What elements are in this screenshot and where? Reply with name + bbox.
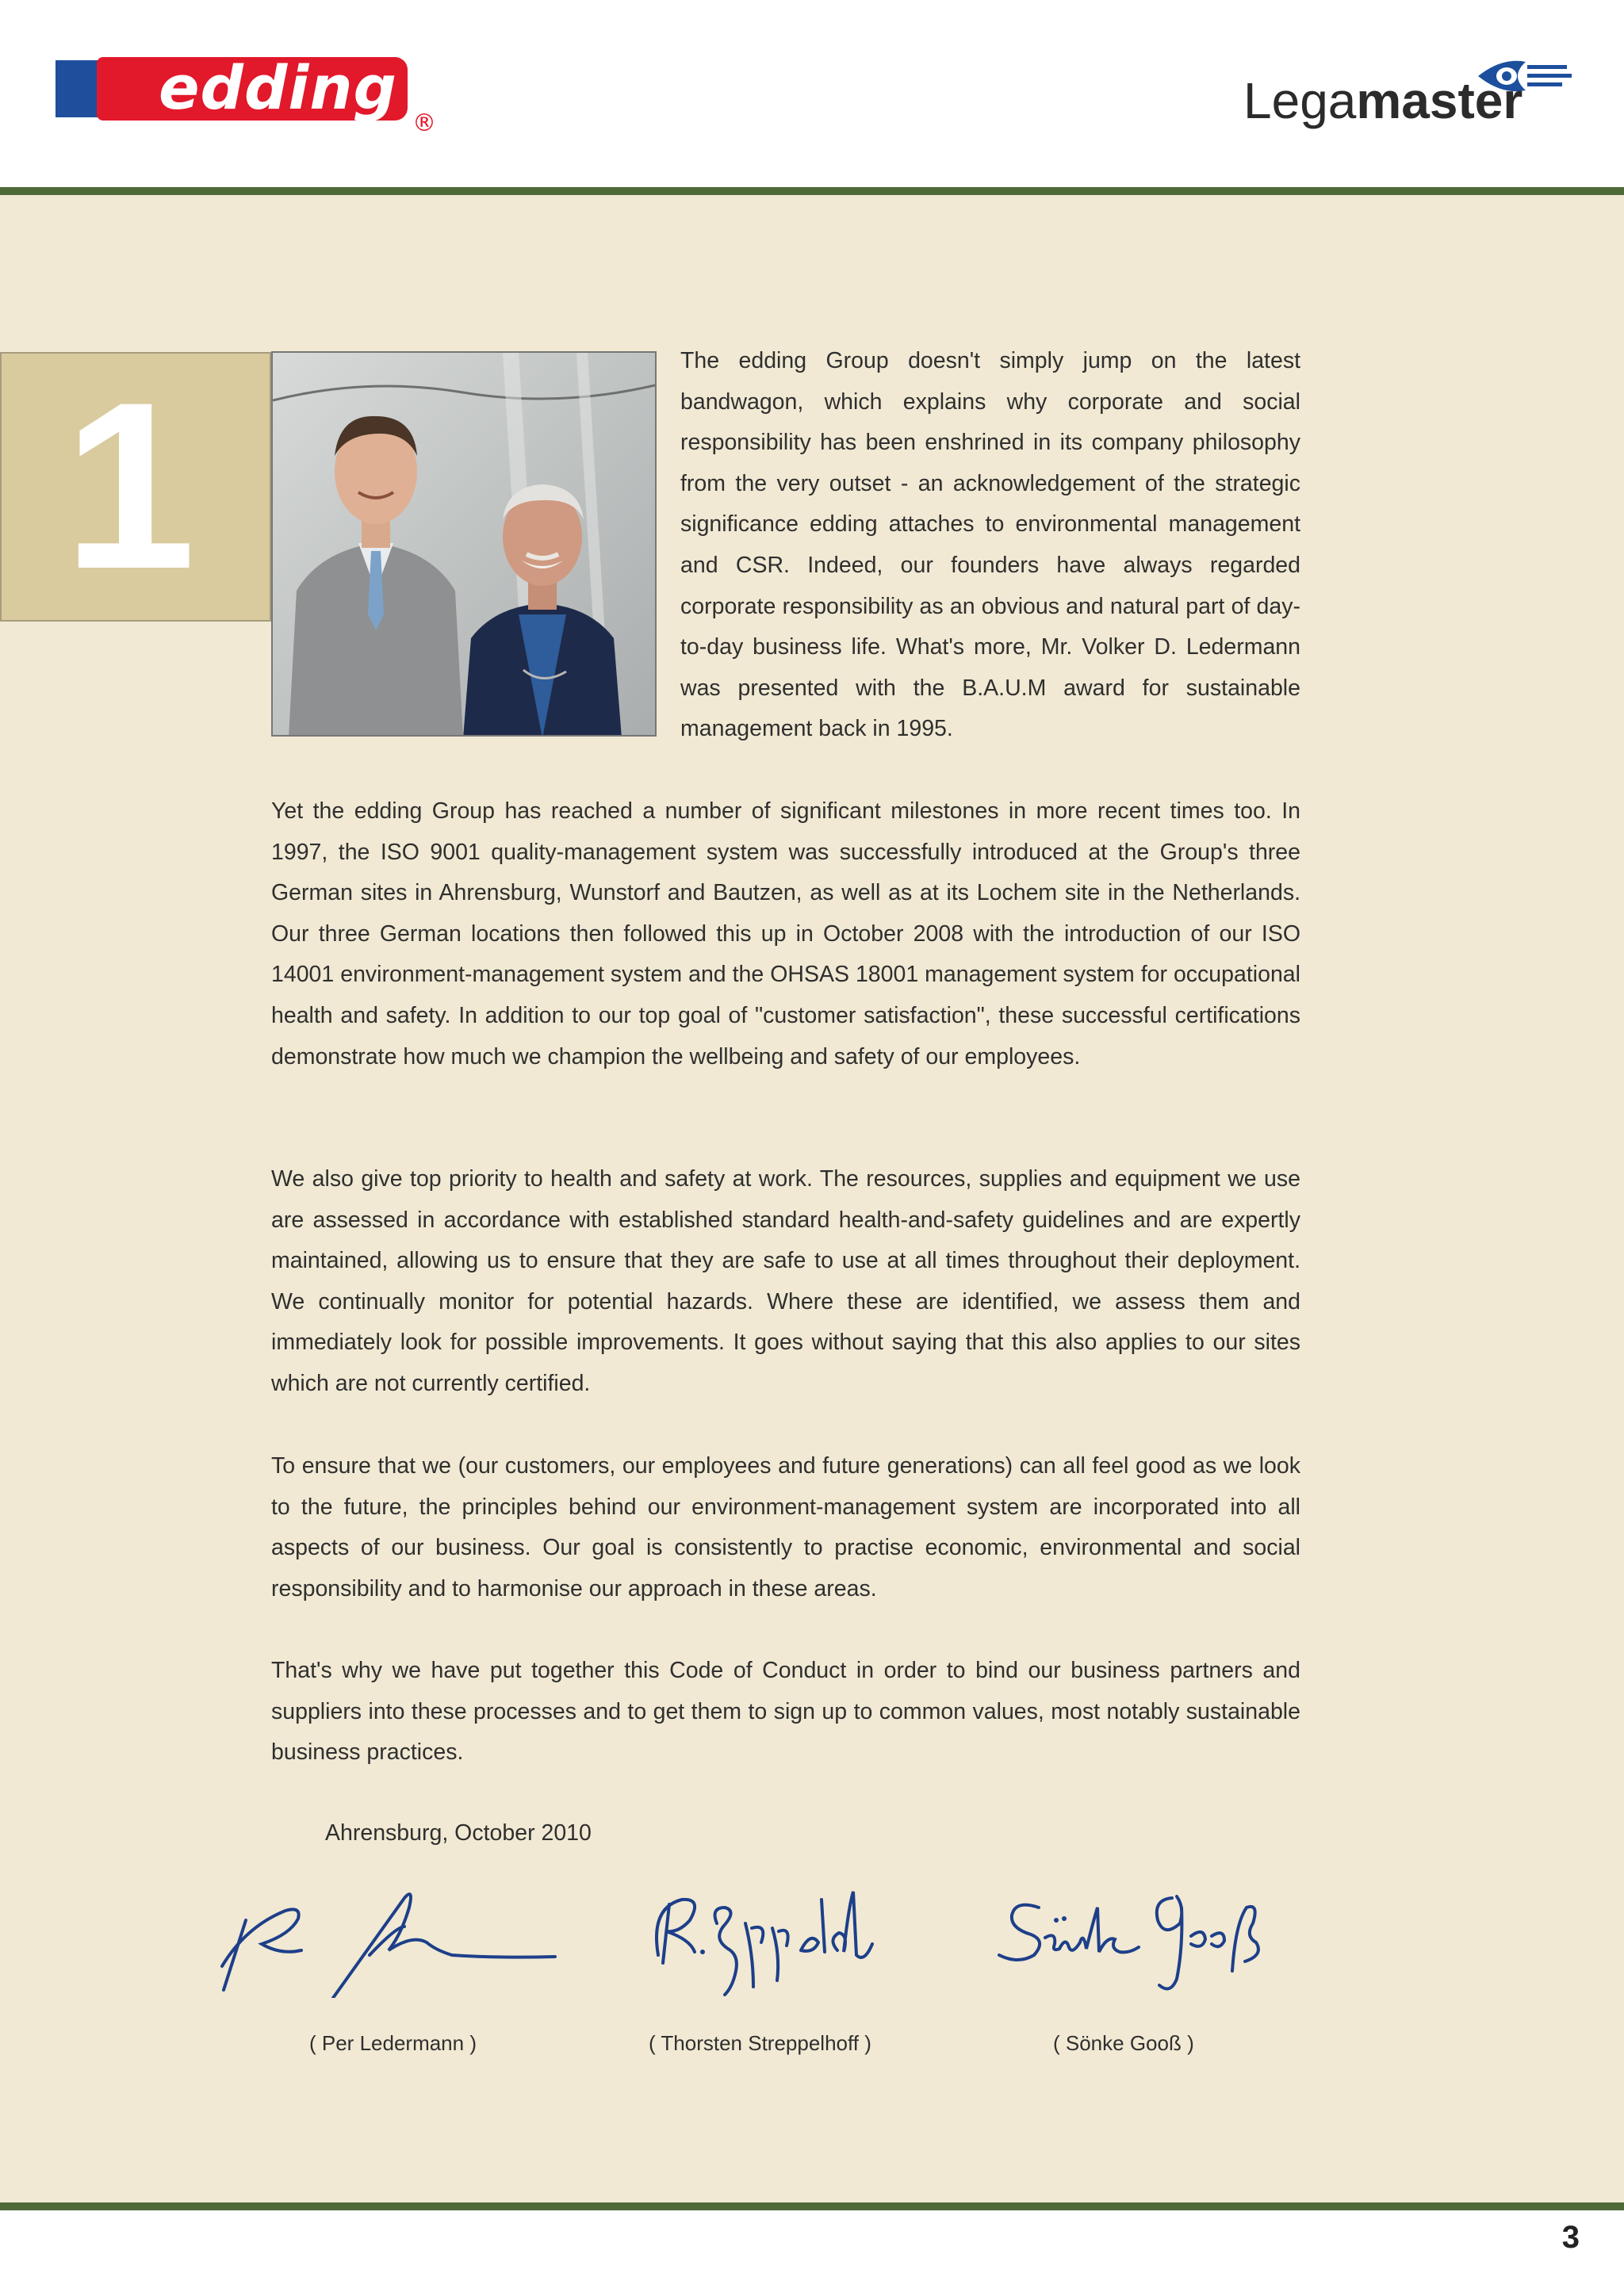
signatory-name: ( Thorsten Streppelhoff ) [649,2031,871,2055]
legamaster-wordmark [1243,71,1522,130]
signatory-name: ( Sönke Gooß ) [1053,2031,1194,2055]
edding-logo-text: edding [159,52,397,123]
page-header [0,0,1624,187]
signature-thorsten-streppelhoff [634,1876,888,2003]
page-footer [0,2210,1624,2296]
legamaster-logo [1243,54,1576,141]
place-and-date: Ahrensburg, October 2010 [325,1820,592,1846]
edding-logo [56,52,436,137]
page-number: 3 [1561,2220,1580,2255]
body-paragraph: To ensure that we (our customers, our employees and future generations) can all feel good as we look to the future, the principles behind our environment-management system are incorporated into all aspects of our business. Our goal is consistently to practise economic, environmental and social responsibility and to harmonise our approach in these areas. [271,1453,1300,1601]
intro-paragraph: The edding Group doesn't simply jump on the latest bandwagon, which explains why corporate and social responsibility has been enshrined in its company philosophy from the very outset - an acknowledgement of the strategic significance edding attaches to environmental management and CSR. Indeed, our founders have always regarded corporate responsibility as an obvious and natural part of day-to-day business life. What's more, Mr. Volker D. Ledermann was presented with the B.A.U.M award for sustainable management back in 1995. [680,348,1300,742]
legamaster-wordmark-prefix: Lega [1243,72,1357,129]
signatory-name: ( Per Ledermann ) [309,2031,477,2055]
edding-logo-blue-block [56,60,100,117]
edding-logo-red-block [97,52,408,123]
header-divider [0,187,1624,195]
founders-photo [271,351,657,737]
chapter-number: 1 [63,352,196,618]
registered-mark: ® [412,109,436,137]
body-paragraph: That's why we have put together this Code of Conduct in order to bind our business partners and suppliers into these processes and to get them to sign up to common values, most notably sustainable business practices. [271,1658,1300,1766]
legamaster-wordmark-suffix: master [1356,72,1523,129]
founders-photo-image [273,353,657,737]
signature-per-ledermann [214,1879,571,1998]
footer-divider [0,2202,1624,2210]
body-paragraph: We also give top priority to health and safety at work. The resources, supplies and equipment we use are assessed in accordance with established standard health-and-safety guidelines and are expertly maintained, allowing us to ensure that they are safe to use at all times throughout their deployment. We continually monitor for potential hazards. Where these are identified, we assess them and immediately look for possible improvements. It goes without saying that this also applies to our sites which are not currently certified. [271,1166,1300,1396]
body-paragraph: Yet the edding Group has reached a number of significant milestones in more recent times too. In 1997, the ISO 9001 quality-management system was successfully introduced at the Group's three German sites in Ahrensburg, Wunstorf and Bautzen, as well as at its Lochem site in the Netherlands. Our three German locations then followed this up in October 2008 with the introduction of our ISO 14001 environment-management system and the OHSAS 18001 management system for occupational health and safety. In addition to our top goal of "customer satisfaction", these successful certifications demonstrate how much we champion the wellbeing and safety of our employees. [271,798,1300,1070]
signature-soenke-goss [983,1876,1269,2003]
